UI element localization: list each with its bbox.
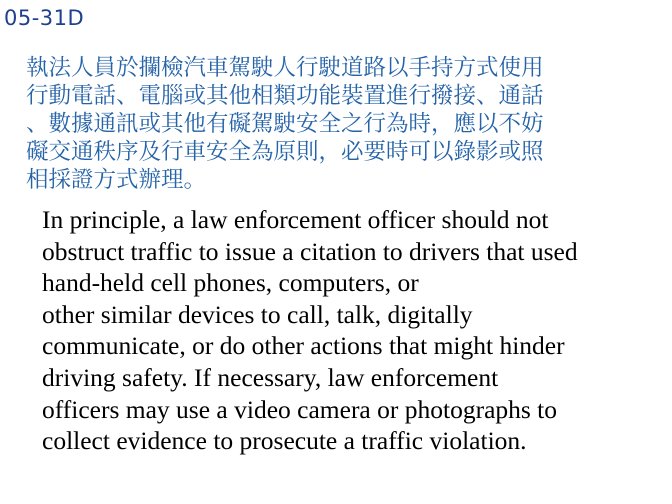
english-line: In principle, a law enforcement officer should not: [42, 205, 549, 234]
english-line: obstruct traffic to issue a citation to drivers that used: [42, 236, 578, 266]
english-line: driving safety. If necessary, law enforcement: [42, 362, 499, 392]
chinese-line: 礙交通秩序及行車安全為原則，必要時可以錄影或照: [26, 139, 544, 165]
english-line: communicate, or do other actions that might hinder: [42, 331, 565, 361]
english-paragraph: [42, 204, 652, 457]
chinese-paragraph: [26, 54, 626, 194]
chinese-line: 行動電話、電腦或其他相類功能裝置進行撥接、通話: [26, 83, 544, 109]
slide-code: 05-31D: [4, 6, 85, 30]
english-line: collect evidence to prosecute a traffic violation.: [42, 426, 527, 456]
chinese-line: 、數據通訊或其他有礙駕駛安全之行為時，應以不妨: [26, 111, 544, 137]
english-line: hand-held cell phones, computers, or: [42, 268, 419, 298]
english-line: other similar devices to call, talk, digitally: [42, 299, 473, 329]
english-line: officers may use a video camera or photographs to: [42, 394, 558, 424]
chinese-line: 相採證方式辦理。: [26, 167, 207, 193]
chinese-line: 執法人員於攔檢汽車駕駛人行駛道路以手持方式使用: [26, 55, 544, 81]
